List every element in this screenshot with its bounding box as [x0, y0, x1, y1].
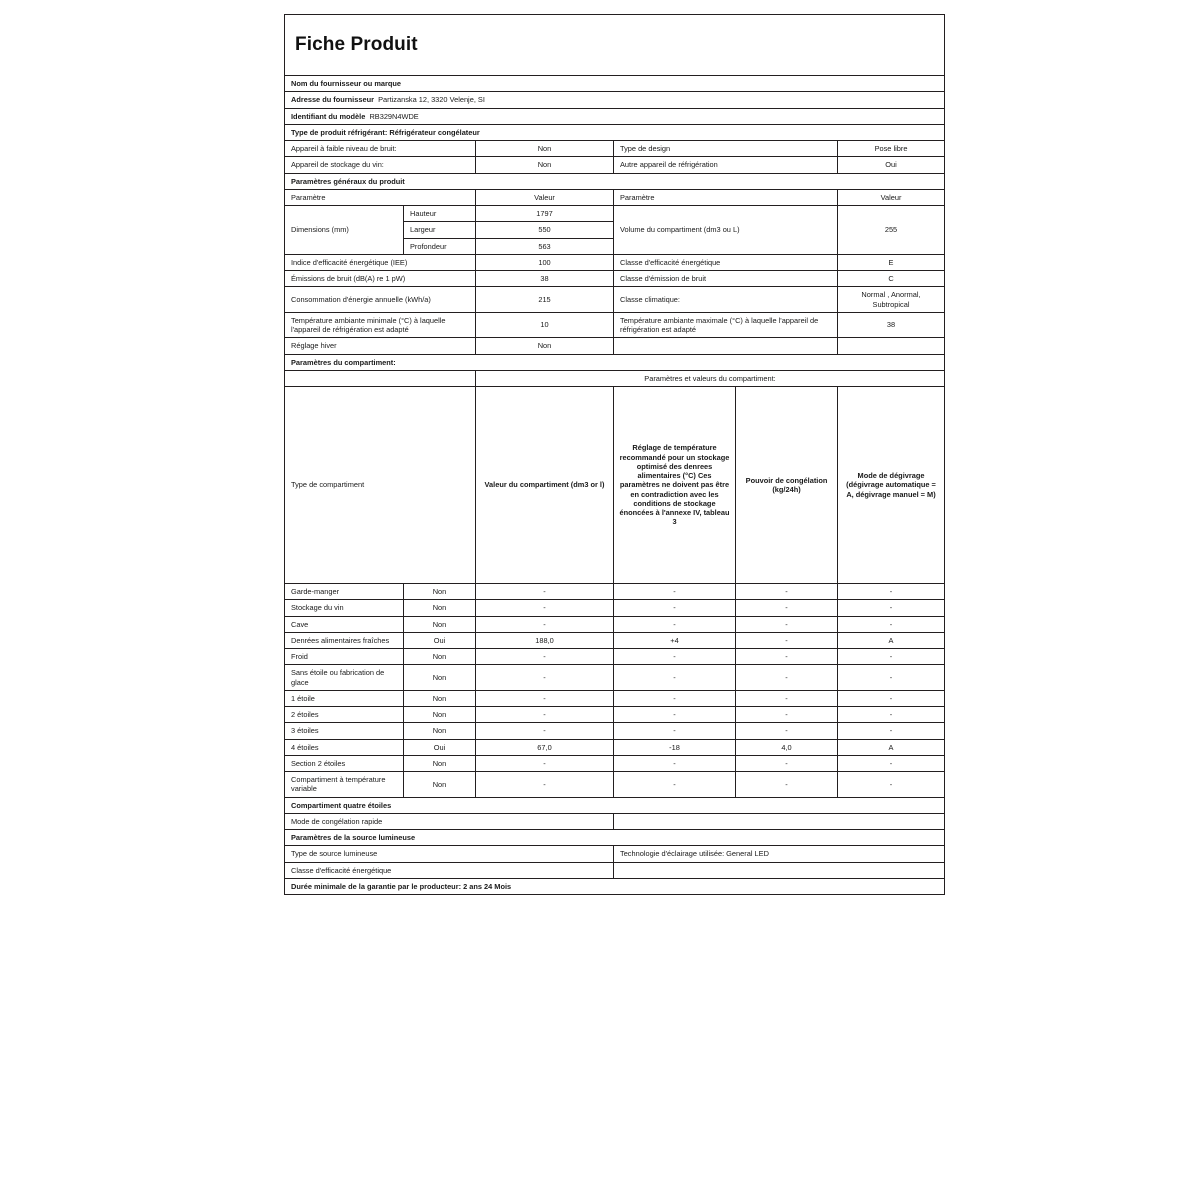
low-noise-row — [285, 141, 945, 157]
compartment-defrost-mode-header: Mode de dégivrage (dégivrage automatique = A, dégivrage manuel = M) — [838, 387, 945, 584]
compartment-freezing-power: - — [736, 665, 838, 691]
compartment-freezing-power: - — [736, 632, 838, 648]
compartment-volume: - — [476, 649, 614, 665]
compartment-volume: - — [476, 584, 614, 600]
model-identifier-cell — [285, 108, 945, 124]
annual-energy-value: 215 — [476, 287, 614, 313]
light-source-class-row — [285, 862, 945, 878]
compartment-temp-setting: - — [614, 707, 736, 723]
compartment-type-header: Type de compartiment — [285, 387, 476, 584]
table-row — [285, 600, 945, 616]
compartment-volume: - — [476, 690, 614, 706]
low-noise-value: Non — [476, 141, 614, 157]
dimension-height-label: Hauteur — [404, 206, 476, 222]
compartment-defrost-mode: - — [838, 616, 945, 632]
compartment-volume: - — [476, 616, 614, 632]
compartment-temp-setting: - — [614, 584, 736, 600]
compartment-temp-setting: - — [614, 665, 736, 691]
supplier-address-row — [285, 92, 945, 108]
winter-setting-value: Non — [476, 338, 614, 354]
table-row — [285, 755, 945, 771]
compartment-volume: - — [476, 723, 614, 739]
energy-class-value: E — [838, 254, 945, 270]
compartment-temp-setting: -18 — [614, 739, 736, 755]
light-source-type-row — [285, 846, 945, 862]
compartment-volume-value: 255 — [838, 206, 945, 255]
wine-storage-label: Appareil de stockage du vin: — [285, 157, 476, 173]
compartment-temp-setting: - — [614, 755, 736, 771]
winter-setting-row — [285, 338, 945, 354]
max-ambient-value: 38 — [838, 312, 945, 338]
compartment-temp-setting: - — [614, 772, 736, 798]
min-ambient-value: 10 — [476, 312, 614, 338]
annual-energy-label: Consommation d'énergie annuelle (kWh/a) — [285, 287, 476, 313]
compartment-volume: - — [476, 600, 614, 616]
table-row — [285, 772, 945, 798]
table-row — [285, 632, 945, 648]
compartment-type: 3 étoiles — [285, 723, 404, 739]
table-row — [285, 649, 945, 665]
compartment-freezing-power: - — [736, 600, 838, 616]
fast-freeze-row — [285, 813, 945, 829]
noise-class-value: C — [838, 271, 945, 287]
dimension-height-value: 1797 — [476, 206, 614, 222]
dimension-depth-value: 563 — [476, 238, 614, 254]
compartment-present: Non — [404, 772, 476, 798]
compartment-defrost-mode: - — [838, 665, 945, 691]
compartment-temp-setting: - — [614, 649, 736, 665]
compartment-type: 1 étoile — [285, 690, 404, 706]
noise-emission-value: 38 — [476, 271, 614, 287]
design-type-value: Pose libre — [838, 141, 945, 157]
compartment-defrost-mode: - — [838, 723, 945, 739]
table-row — [285, 665, 945, 691]
compartment-defrost-mode: A — [838, 632, 945, 648]
design-type-label: Type de design — [614, 141, 838, 157]
document-title-cell — [285, 15, 945, 76]
compartment-temp-setting: +4 — [614, 632, 736, 648]
compartment-volume: - — [476, 772, 614, 798]
compartment-defrost-mode: A — [838, 739, 945, 755]
light-source-type-label: Type de source lumineuse — [285, 846, 614, 862]
climate-class-label: Classe climatique: — [614, 287, 838, 313]
wine-storage-value: Non — [476, 157, 614, 173]
light-source-class-label: Classe d'efficacité énergétique — [285, 862, 614, 878]
compartment-group-header: Paramètres et valeurs du compartiment: — [476, 370, 945, 386]
climate-class-value: Normal , Anormal, Subtropical — [838, 287, 945, 313]
compartment-freezing-power-header: Pouvoir de congélation (kg/24h) — [736, 387, 838, 584]
param-header-right: Paramètre — [614, 189, 838, 205]
min-ambient-label: Température ambiante minimale (°C) à laquelle l'appareil de réfrigération est adapté — [285, 312, 476, 338]
compartment-type: Section 2 étoiles — [285, 755, 404, 771]
light-source-section-title: Paramètres de la source lumineuse — [285, 830, 945, 846]
eei-row — [285, 254, 945, 270]
value-header-left: Valeur — [476, 189, 614, 205]
model-identifier-label: Identifiant du modèle — [291, 111, 366, 121]
supplier-address-cell — [285, 92, 945, 108]
compartment-section-row — [285, 354, 945, 370]
four-star-section-title: Compartiment quatre étoiles — [285, 797, 945, 813]
page-title: Fiche Produit — [295, 34, 418, 56]
light-source-type-value: Technologie d'éclairage utilisée: General LED — [614, 846, 945, 862]
compartment-section-title: Paramètres du compartiment: — [285, 354, 945, 370]
compartment-present: Oui — [404, 739, 476, 755]
winter-setting-right-value — [838, 338, 945, 354]
compartment-defrost-mode: - — [838, 584, 945, 600]
compartment-type: 2 étoiles — [285, 707, 404, 723]
compartment-freezing-power: - — [736, 616, 838, 632]
compartment-freezing-power: - — [736, 649, 838, 665]
title-row — [285, 15, 945, 76]
compartment-temp-setting: - — [614, 616, 736, 632]
general-params-title: Paramètres généraux du produit — [285, 173, 945, 189]
value-header-right: Valeur — [838, 189, 945, 205]
supplier-name-label: Nom du fournisseur ou marque — [291, 79, 402, 88]
product-type-cell: Type de produit réfrigérant: Réfrigérateur congélateur — [285, 124, 945, 140]
eei-label: Indice d'efficacité énergétique (IEE) — [285, 254, 476, 270]
dimensions-label: Dimensions (mm) — [285, 206, 404, 255]
compartment-present: Non — [404, 723, 476, 739]
compartment-group-header-spacer — [285, 370, 476, 386]
compartment-freezing-power: - — [736, 584, 838, 600]
compartment-type: Denrées alimentaires fraîches — [285, 632, 404, 648]
table-row — [285, 690, 945, 706]
warranty-row — [285, 878, 945, 894]
eei-value: 100 — [476, 254, 614, 270]
other-refrigeration-label: Autre appareil de réfrigération — [614, 157, 838, 173]
compartment-freezing-power: - — [736, 690, 838, 706]
compartment-type: Garde-manger — [285, 584, 404, 600]
compartment-type: Stockage du vin — [285, 600, 404, 616]
compartment-present: Non — [404, 584, 476, 600]
compartment-type: Froid — [285, 649, 404, 665]
noise-class-label: Classe d'émission de bruit — [614, 271, 838, 287]
compartment-type: Sans étoile ou fabrication de glace — [285, 665, 404, 691]
dimension-width-label: Largeur — [404, 222, 476, 238]
model-identifier-row — [285, 108, 945, 124]
compartment-freezing-power: - — [736, 723, 838, 739]
compartment-defrost-mode: - — [838, 707, 945, 723]
param-header-left: Paramètre — [285, 189, 476, 205]
compartment-present: Non — [404, 616, 476, 632]
noise-emission-row — [285, 271, 945, 287]
light-source-class-value — [614, 862, 945, 878]
compartment-freezing-power: - — [736, 772, 838, 798]
fast-freeze-value — [614, 813, 945, 829]
compartment-type: Compartiment à température variable — [285, 772, 404, 798]
compartment-group-header-row — [285, 370, 945, 386]
product-fiche-table — [284, 14, 945, 895]
four-star-section-row — [285, 797, 945, 813]
annual-energy-row — [285, 287, 945, 313]
compartment-defrost-mode: - — [838, 755, 945, 771]
compartment-present: Non — [404, 649, 476, 665]
compartment-volume-header: Valeur du compartiment (dm3 or l) — [476, 387, 614, 584]
compartment-present: Non — [404, 755, 476, 771]
table-row — [285, 723, 945, 739]
noise-emission-label: Émissions de bruit (dB(A) re 1 pW) — [285, 271, 476, 287]
low-noise-label: Appareil à faible niveau de bruit: — [285, 141, 476, 157]
supplier-name-row — [285, 76, 945, 92]
dimension-depth-label: Profondeur — [404, 238, 476, 254]
compartment-defrost-mode: - — [838, 649, 945, 665]
compartment-present: Non — [404, 600, 476, 616]
compartment-columns-header-row — [285, 387, 945, 584]
compartment-temp-setting-header: Réglage de température recommandé pour un stockage optimisé des denrees alimentaires (°C) Ces paramètres ne doivent pas être en contradiction avec les conditions de stockage énoncées à l'annexe IV, tableau 3 — [614, 387, 736, 584]
compartment-volume: - — [476, 665, 614, 691]
compartment-defrost-mode: - — [838, 772, 945, 798]
table-row — [285, 616, 945, 632]
dimension-height-row — [285, 206, 945, 222]
max-ambient-label: Température ambiante maximale (°C) à laquelle l'appareil de réfrigération est adapté — [614, 312, 838, 338]
table-row — [285, 584, 945, 600]
compartment-volume-label: Volume du compartiment (dm3 ou L) — [614, 206, 838, 255]
wine-storage-row — [285, 157, 945, 173]
supplier-address-label: Adresse du fournisseur — [291, 95, 374, 105]
other-refrigeration-value: Oui — [838, 157, 945, 173]
model-identifier-value: RB329N4WDE — [369, 111, 419, 121]
general-params-section-row — [285, 173, 945, 189]
product-fiche-sheet — [284, 14, 944, 1178]
table-row — [285, 739, 945, 755]
compartment-present: Non — [404, 690, 476, 706]
compartment-type: Cave — [285, 616, 404, 632]
light-source-section-row — [285, 830, 945, 846]
compartment-temp-setting: - — [614, 723, 736, 739]
compartment-volume: - — [476, 707, 614, 723]
supplier-name-cell — [285, 76, 945, 92]
general-params-header-row — [285, 189, 945, 205]
winter-setting-label: Réglage hiver — [285, 338, 476, 354]
ambient-temperature-row — [285, 312, 945, 338]
compartment-volume: - — [476, 755, 614, 771]
compartment-freezing-power: - — [736, 707, 838, 723]
compartment-freezing-power: - — [736, 755, 838, 771]
compartment-temp-setting: - — [614, 600, 736, 616]
compartment-type: 4 étoiles — [285, 739, 404, 755]
winter-setting-right-label — [614, 338, 838, 354]
table-row — [285, 707, 945, 723]
compartment-volume: 67,0 — [476, 739, 614, 755]
compartment-present: Oui — [404, 632, 476, 648]
product-type-row — [285, 124, 945, 140]
dimension-width-value: 550 — [476, 222, 614, 238]
compartment-volume: 188,0 — [476, 632, 614, 648]
compartment-present: Non — [404, 665, 476, 691]
compartment-defrost-mode: - — [838, 600, 945, 616]
fast-freeze-label: Mode de congélation rapide — [285, 813, 614, 829]
energy-class-label: Classe d'efficacité énergétique — [614, 254, 838, 270]
compartment-defrost-mode: - — [838, 690, 945, 706]
compartment-present: Non — [404, 707, 476, 723]
compartment-freezing-power: 4,0 — [736, 739, 838, 755]
compartment-temp-setting: - — [614, 690, 736, 706]
supplier-address-value: Partizanska 12, 3320 Velenje, SI — [378, 95, 485, 105]
warranty-line: Durée minimale de la garantie par le producteur: 2 ans 24 Mois — [285, 878, 945, 894]
